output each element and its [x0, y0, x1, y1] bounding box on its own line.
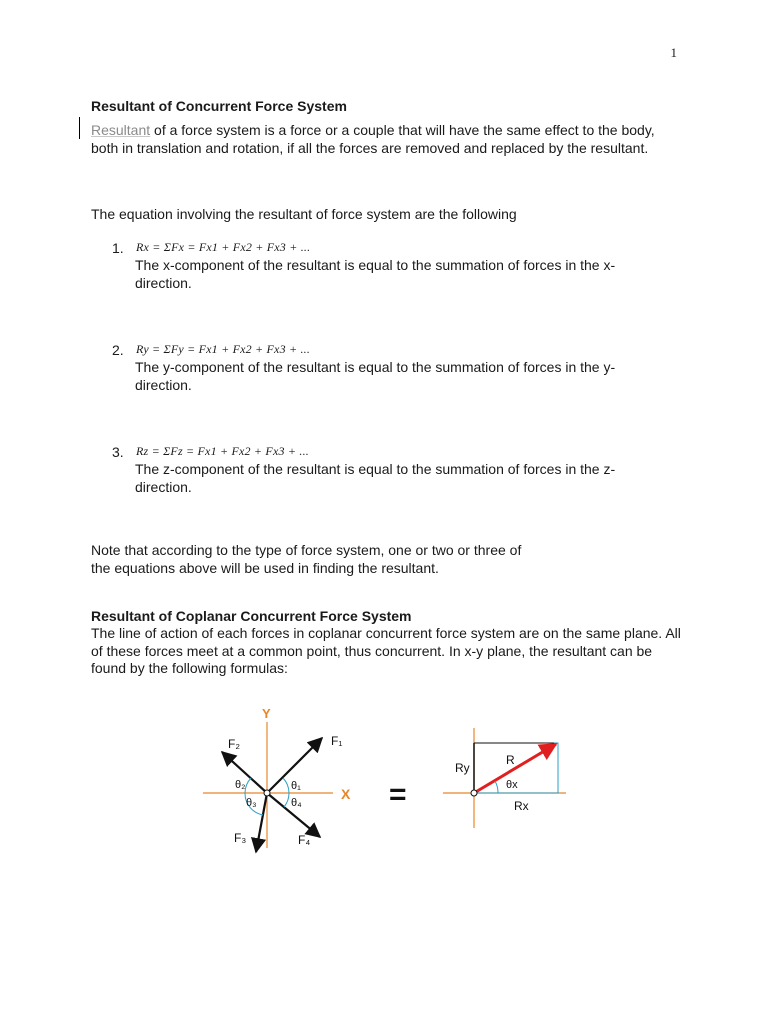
item-number: 1. — [112, 240, 124, 256]
x-axis-label: X — [341, 786, 351, 802]
item-description: The y-component of the resultant is equal to the summation of forces in the y-direction. — [135, 359, 616, 393]
force-label: F₂ — [228, 737, 240, 751]
item-description: The x-component of the resultant is equal to the summation of forces in the x-direction. — [135, 257, 616, 291]
origin-point — [471, 790, 477, 796]
equations-intro: The equation involving the resultant of force system are the following — [91, 206, 517, 222]
force-label: F₄ — [298, 833, 311, 847]
rx-label: Rx — [514, 799, 529, 813]
resultant-link[interactable]: Resultant — [91, 122, 151, 138]
angle-arc — [245, 778, 251, 793]
force-label: F₃ — [234, 831, 247, 845]
force-diagram — [0, 700, 768, 900]
intro-text: of a force system is a force or a couple that will have the same effect to the body, both in translation and rotation, if all the forces are removed and replaced by the resultant. — [91, 122, 655, 156]
angle-arc — [284, 793, 289, 807]
force-f3-arrow — [256, 793, 267, 852]
equation-ry: Ry = ΣFy = Fx1 + Fx2 + Fx3 + ... — [136, 342, 311, 356]
note-line: Note that according to the type of force system, one or two or three of — [91, 542, 522, 558]
equation-rx: Rx = ΣFx = Fx1 + Fx2 + Fx3 + ... — [136, 240, 311, 254]
angle-label: θ₁ — [291, 780, 301, 792]
equals-sign: = — [389, 778, 407, 811]
section-title-concurrent: Resultant of Concurrent Force System — [91, 98, 347, 114]
coplanar-paragraph: The line of action of each forces in coplanar concurrent force system are on the same plane. All of these forces meet at a common point, thus concurrent. In x-y plane, the resultant can be found by the following formulas: — [91, 625, 681, 676]
section-title-coplanar: Resultant of Coplanar Concurrent Force System — [91, 608, 412, 624]
y-axis-label: Y — [262, 706, 271, 721]
angle-arc — [283, 778, 289, 793]
theta-x-label: θx — [506, 779, 518, 791]
resultant-label: R — [506, 753, 515, 767]
item-description: The z-component of the resultant is equal to the summation of forces in the z-direction. — [135, 461, 616, 495]
text-cursor — [79, 117, 80, 139]
note-paragraph — [91, 542, 681, 577]
angle-label: θ₃ — [246, 797, 257, 809]
equation-rz: Rz = ΣFz = Fx1 + Fx2 + Fx3 + ... — [136, 444, 309, 458]
force-label: F₁ — [331, 734, 343, 748]
origin-point — [264, 790, 270, 796]
theta-x-arc — [495, 781, 498, 793]
page-number: 1 — [670, 45, 677, 60]
note-line: the equations above will be used in finding the resultant. — [91, 559, 439, 576]
item-number: 2. — [112, 342, 124, 358]
angle-label: θ₄ — [291, 797, 302, 809]
angle-label: θ₂ — [235, 779, 246, 791]
item-number: 3. — [112, 444, 124, 460]
ry-label: Ry — [455, 761, 470, 775]
intro-paragraph — [91, 122, 681, 157]
